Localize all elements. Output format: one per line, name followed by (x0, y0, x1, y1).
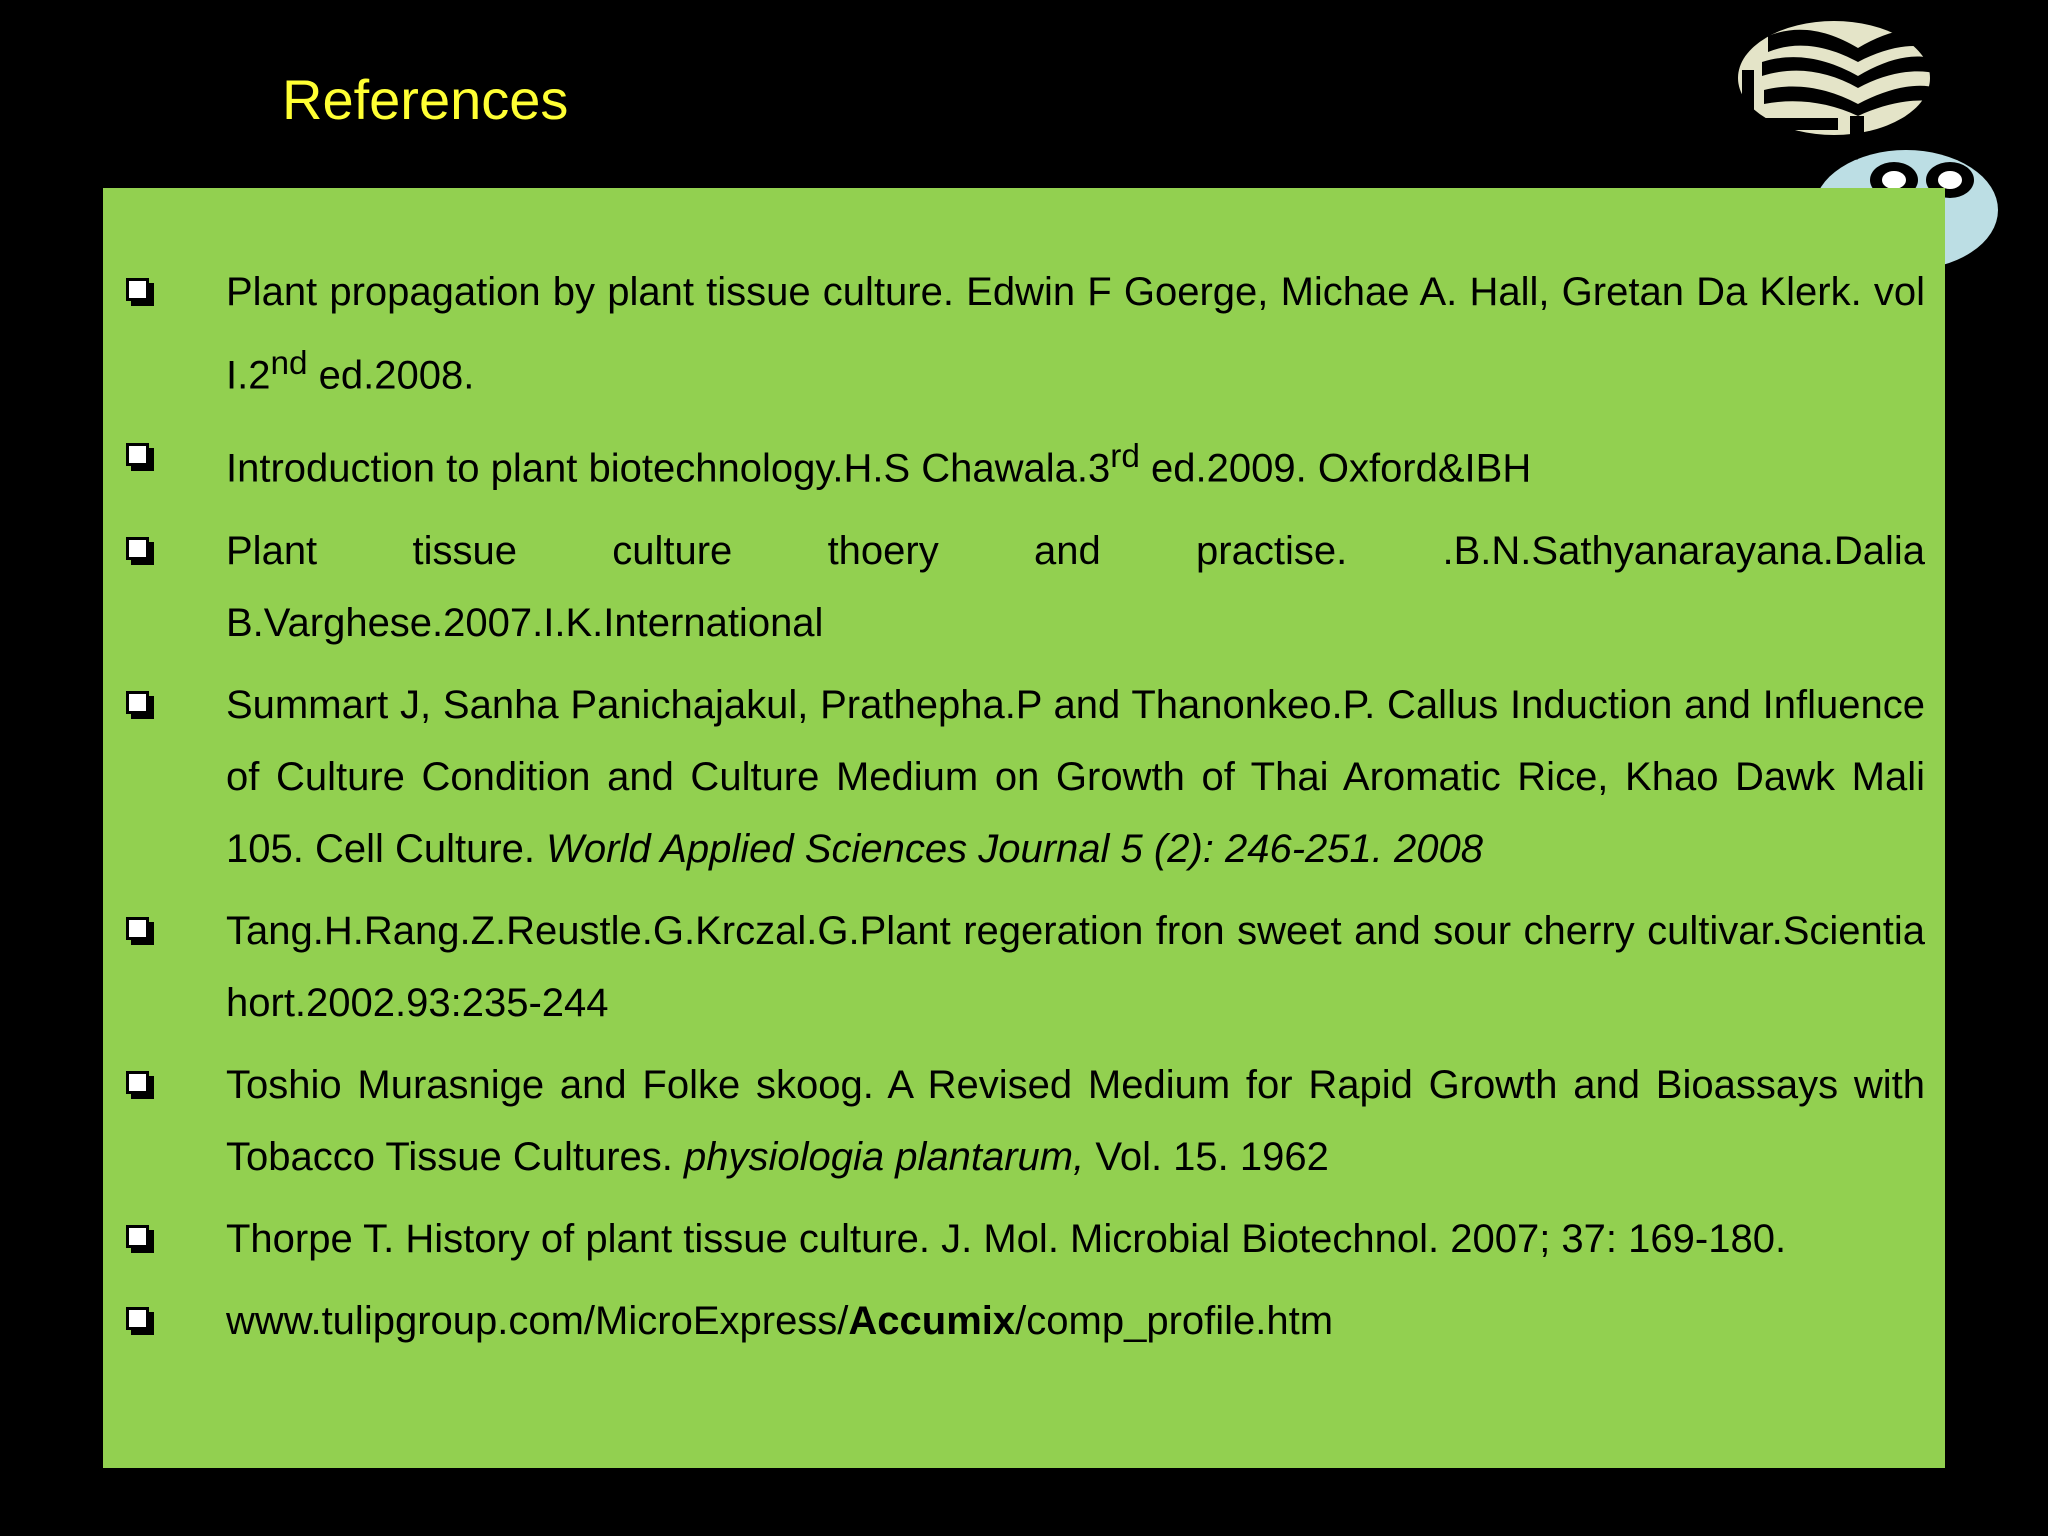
checkbox-bullet-icon (126, 691, 149, 714)
references-box (103, 188, 1945, 1468)
reference-text: Plant tissue culture thoery and practise. .B.N.Sathyanarayana.Dalia B.Varghese.2007.I.K.International (226, 528, 1925, 645)
reference-item-3 (103, 515, 1945, 659)
reference-text (226, 1049, 1925, 1193)
reference-text-part: Toshio Murasnige and Folke skoog. A Revised Medium for Rapid Growth and Bioassays with Tobacco Tissue Cultures. (226, 1062, 1925, 1179)
reference-text: Thorpe T. History of plant tissue culture. J. Mol. Microbial Biotechnol. 2007; 37: 169-180. (226, 1216, 1787, 1261)
checkbox-bullet-icon (126, 278, 149, 301)
checkbox-bullet-icon (126, 1307, 149, 1330)
reference-item-6 (103, 1049, 1945, 1193)
reference-item-4 (103, 669, 1945, 885)
checkbox-bullet-icon (126, 537, 149, 560)
reference-text-part: Vol. 15. 1962 (1084, 1134, 1329, 1179)
reference-url-bold: Accumix (848, 1298, 1016, 1343)
reference-superscript: nd (270, 345, 308, 382)
reference-journal: physiologia plantarum, (684, 1134, 1085, 1179)
reference-item-1 (103, 256, 1945, 411)
reference-text-part: Introduction to plant biotechnology.H.S Chawala.3 (226, 446, 1111, 491)
reference-text-part: Summart J, Sanha Panichajakul, Prathepha.P and Thanonkeo.P. Callus Induction and Influence of Culture Condition and Culture Medium on Growth of Thai Aromatic Rice, Khao Dawk Mali 105. Cell Culture. (226, 682, 1925, 871)
reference-text (226, 256, 1925, 411)
reference-text: Tang.H.Rang.Z.Reustle.G.Krczal.G.Plant regeration fron sweet and sour cherry cultivar.Scientia hort.2002.93:235-244 (226, 908, 1925, 1025)
reference-item-7 (103, 1203, 1945, 1275)
checkbox-bullet-icon (126, 1071, 149, 1094)
reference-text-part: ed.2009. Oxford&IBH (1139, 446, 1532, 491)
reference-superscript: rd (1110, 438, 1140, 476)
checkbox-bullet-icon (126, 917, 149, 940)
reference-item-5 (103, 895, 1945, 1039)
reference-text-part: Plant propagation by plant tissue culture. Edwin F Goerge, Michae A. Hall, Gretan Da Klerk. vol I.2 (226, 270, 1925, 398)
reference-item-8 (103, 1285, 1945, 1357)
slide-title: References (282, 68, 569, 131)
reference-text (226, 669, 1925, 885)
references-list (103, 256, 1945, 1367)
reference-journal: World Applied Sciences Journal 5 (2): 246-251. 2008 (546, 826, 1483, 871)
reference-text-part: ed.2008. (307, 353, 475, 398)
checkbox-bullet-icon (126, 443, 149, 466)
reference-item-2 (103, 421, 1945, 504)
reference-text (226, 421, 1925, 504)
checkbox-bullet-icon (126, 1225, 149, 1248)
reference-text-part: www.tulipgroup.com/MicroExpress/ (226, 1298, 849, 1343)
reference-text-part: /comp_profile.htm (1015, 1298, 1334, 1343)
reference-url (226, 1285, 1925, 1357)
